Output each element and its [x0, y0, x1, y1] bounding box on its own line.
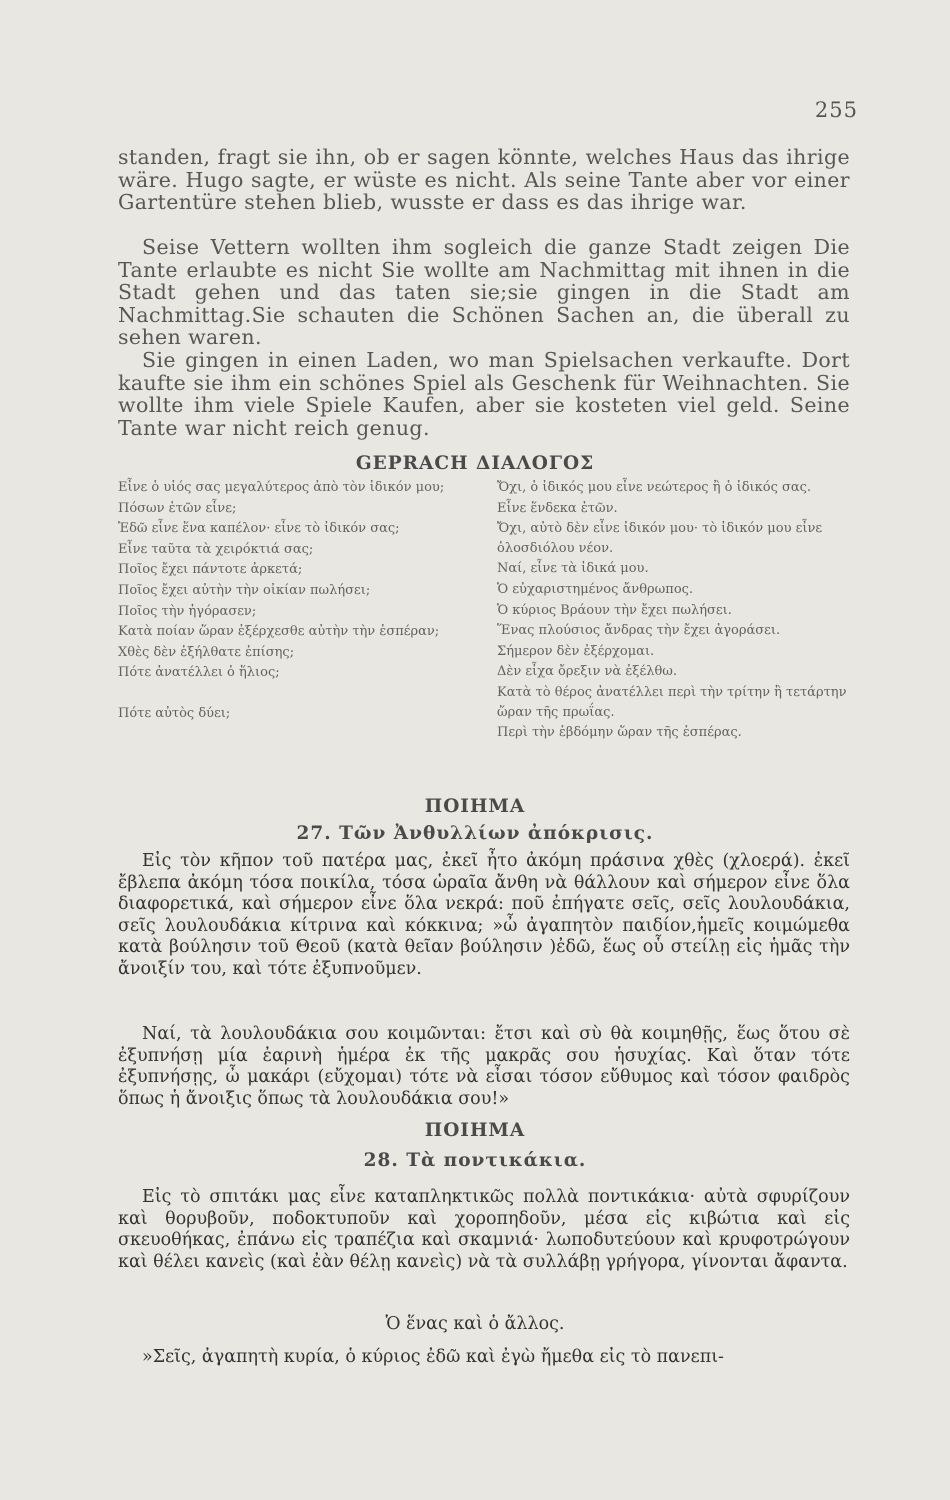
- dialog-question: Πόσων ἐτῶν εἶνε;: [118, 500, 237, 516]
- poem-27-title: 27. Τῶν Ἀνθυλλίων ἀπόκρισις.: [296, 823, 654, 844]
- dialog-answer: Εἶνε ἕνδεκα ἐτῶν.: [497, 500, 618, 516]
- dialog-answer: Ὁ εὐχαριστημένος ἄνθρωπος.: [497, 581, 694, 597]
- dialog-question: Εἶνε ταῦτα τὰ χειρόκτιά σας;: [118, 541, 314, 557]
- dialog-answer: Ὁ κύριος Βράουν τὴν ἔχει πωλήσει.: [497, 602, 732, 618]
- dialog-answer: Κατὰ τὸ θέρος ἀνατέλλει περὶ τὴν τρίτην ἢ τετάρτην ὥραν τῆς πρωΐας.: [497, 684, 847, 720]
- dialog-question: Χθὲς δὲν ἐξήλθατε ἐπίσης;: [118, 644, 295, 660]
- dialog-answer: Ὄχι, ὁ ἰδικός μου εἶνε νεώτερος ἢ ὁ ἰδικός σας.: [497, 480, 812, 495]
- dialog-question: Ποῖος ἔχει αὐτὴν τὴν οἰκίαν πωλήσει;: [118, 582, 371, 598]
- poem-27-paragraph-1: Εἰς τὸν κῆπον τοῦ πατέρα μας, ἐκεῖ ἦτο ἀκόμη πράσινα χθὲς (χλοερά). ἐκεῖ ἔβλεπα ἀκόμη τόσα ποικίλα, τόσα ὡραῖα ἄνθη νὰ θάλλουν καὶ σήμερον εἶνε ὅλα διαφορετικά, καὶ σήμερον εἶνε ὅλα νεκρά: ποῦ ἐπήγατε σεῖς, σεῖς λουλουδάκια, σεῖς λουλουδάκια κίτρινα καὶ κόκκινα; »ὦ ἀγαπητὸν παιδίον,ἡμεῖς κοιμώμεθα κατὰ βούλησιν τοῦ Θεοῦ (κατὰ θεῖαν βούλησιν )ἐδῶ, ἕως οὗ στείλῃ εἰς ἡμᾶς τὴν ἄνοιξίν του, καὶ τότε ἐξυπνοῦμεν.: [118, 851, 850, 979]
- dialog-answer: Ὄχι, αὐτὸ δὲν εἶνε ἰδικόν μου· τὸ ἰδικόν μου εἶνε ὁλοσδιόλου νέον.: [497, 521, 823, 556]
- german-paragraph-1: standen, fragt sie ihn, ob er sagen könnte, welches Haus das ihrige wäre. Hugo sagte, er wüste es nicht. Als seine Tante aber vor einer Gartentüre stehen blieb, wusste er dass es das ihrige war.: [118, 145, 850, 214]
- dialog-answer: Περὶ τὴν ἑβδόμην ὥραν τῆς ἑσπέρας.: [497, 725, 742, 741]
- poem-27-paragraph-2: Ναί, τὰ λουλουδάκια σου κοιμῶνται: ἔτσι καὶ σὺ θὰ κοιμηθῇς, ἕως ὅτου σὲ ἐξυπνήσῃ μία ἐαρινὴ ἡμέρα ἐκ τῆς μακρᾶς σου ἡσυχίας. Καὶ ὅταν τότε ἐξυπνήσῃς, ὦ μακάρι (εὔχομαι) τότε νὰ εἶσαι τόσον εὔθυμος καὶ τόσον φαιδρὸς ὅπως ἡ ἄνοιξις ὅπως τὰ λουλουδάκια σου!»: [118, 1024, 850, 1109]
- poem-28-paragraph: Εἰς τὸ σπιτάκι μας εἶνε καταπληκτικῶς πολλὰ ποντικάκια· αὐτὰ σφυρίζουν καὶ θορυβοῦν, ποδοκτυποῦν καὶ χοροπηδοῦν, μέσα εἰς κιβώτια καὶ εἰς σκευοθήκας, ἐπάνω εἰς τραπέζια καὶ σκαμνιά· λωποδυτεύουν καὶ κρυφοτρώγουν καὶ θέλει κανεὶς (καὶ ἐὰν θέλῃ κανεὶς) νὰ τὰ συλλάβῃ γρήγορα, γίνονται ἄφαντα.: [118, 1187, 850, 1272]
- dialog-heading: GEPRACH ΔΙΑΛΟΓΟΣ: [355, 453, 595, 474]
- dialog-question: Πότε ἀνατέλλει ὁ ἥλιος;: [118, 665, 280, 681]
- dialog-questions: [118, 478, 474, 725]
- poem-27-heading: ΠΟΙΗΜΑ: [424, 796, 526, 817]
- german-paragraph-2: Seise Vettern wollten ihm sogleich die ganze Stadt zeigen Die Tante erlaubte es nicht Sie wollte am Nachmittag mit ihnen in die Stadt gehen und das taten sie;sie gingen in die Stadt am Nachmittag.Sie schauten die Schönen Sachen an, die überall zu sehen waren.: [118, 235, 850, 349]
- german-paragraph-3: Sie gingen in einen Laden, wo man Spielsachen verkaufte. Dort kaufte sie ihm ein schönes Spiel als Geschenk für Weihnachten. Sie wollte ihm viele Spiele Kaufen, aber sie kosteten viel geld. Seine Tante war nicht reich genug.: [118, 348, 850, 440]
- dialog-question: Ἐδῶ εἶνε ἕνα καπέλον· εἶνε τὸ ἰδικόν σας;: [118, 521, 400, 537]
- dialog-answer: Ἕνας πλούσιος ἄνδρας τὴν ἔχει ἀγοράσει.: [497, 623, 781, 639]
- page-number: 255: [814, 98, 858, 122]
- dialog-answers: [497, 478, 853, 744]
- poem-28-last-line: »Σεῖς, ἀγαπητὴ κυρία, ὁ κύριος ἐδῶ καὶ ἐγὼ ἤμεθα εἰς τὸ πανεπι-: [142, 1347, 724, 1367]
- poem-28-title: 28. Τὰ ποντικάκια.: [363, 1150, 587, 1171]
- dialog-question: Εἶνε ὁ υἱός σας μεγαλύτερος ἀπὸ τὸν ἰδικόν μου;: [118, 480, 445, 495]
- poem-28-heading: ΠΟΙΗΜΑ: [424, 1120, 526, 1141]
- dialog-answer: Σήμερον δὲν ἐξέρχομαι.: [497, 643, 655, 659]
- dialog-answer: Ναί, εἶνε τὰ ἰδικά μου.: [497, 561, 649, 577]
- dialog-section: [118, 478, 853, 796]
- dialog-question: Ποῖος ἔχει πάντοτε ἀρκετά;: [118, 562, 303, 578]
- dialog-question: Κατὰ ποίαν ὥραν ἐξέρχεσθε αὐτὴν τὴν ἑσπέραν;: [118, 624, 440, 640]
- dialog-question: Ποῖος τὴν ἠγόρασεν;: [118, 603, 257, 619]
- poem-28-subheading: Ὁ ἕνας καὶ ὁ ἄλλος.: [385, 1314, 565, 1334]
- dialog-question: Πότε αὐτὸς δύει;: [118, 705, 231, 721]
- dialog-answer: Δὲν εἶχα ὄρεξιν νὰ ἐξέλθω.: [497, 664, 678, 680]
